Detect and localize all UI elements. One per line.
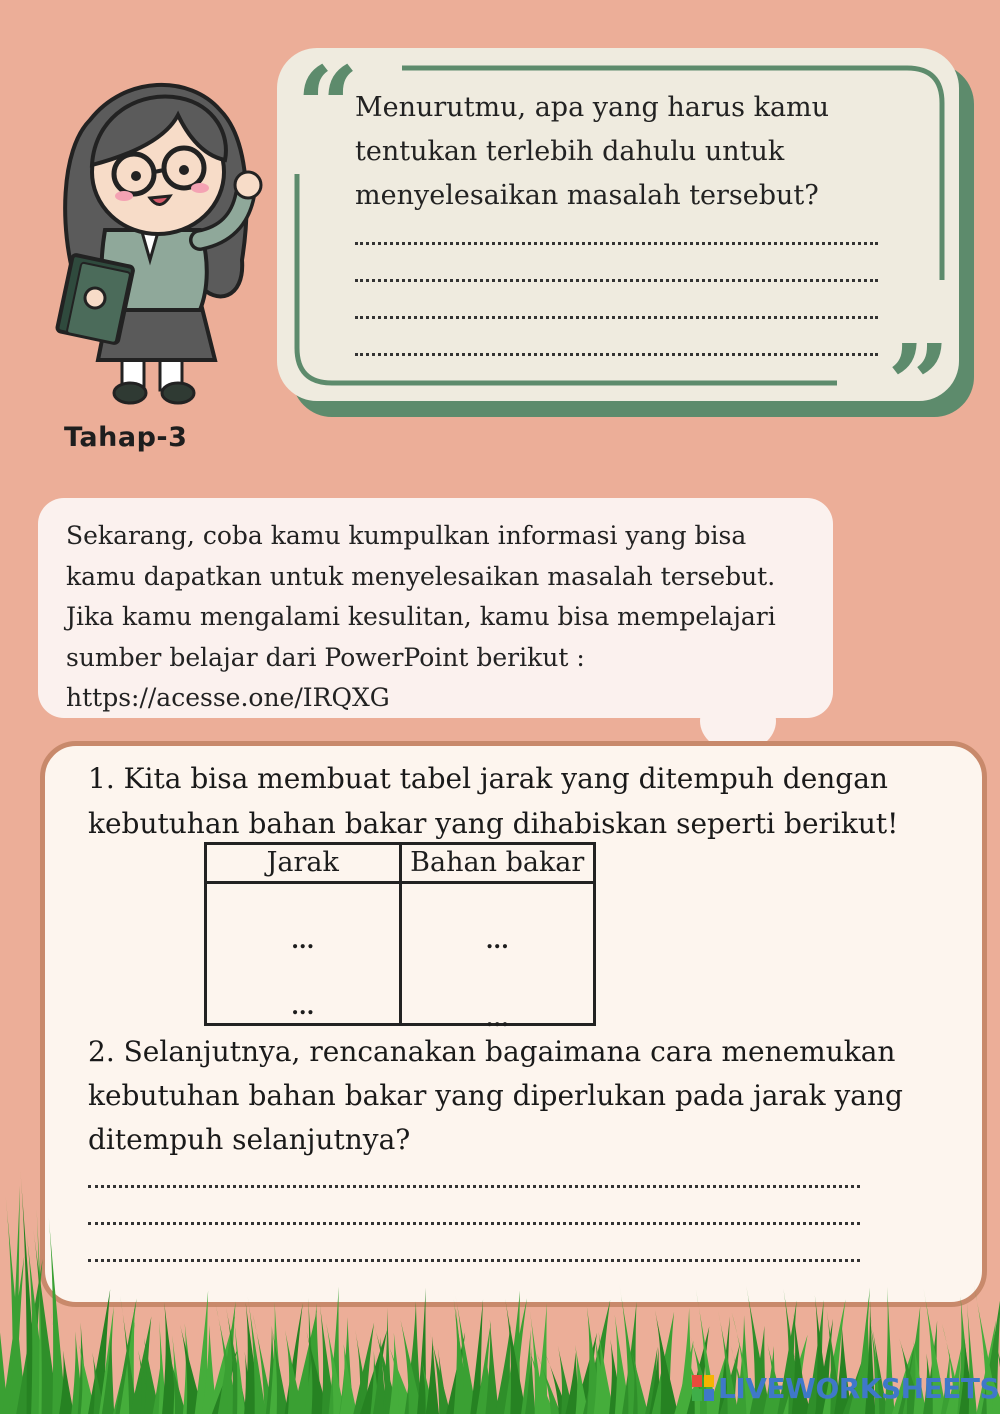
answer-line[interactable] <box>355 214 878 251</box>
table-header-distance: Jarak <box>206 844 401 883</box>
watermark-text: LIVEWORKSHEETS <box>718 1372 1000 1405</box>
distance-value-1[interactable]: ... <box>291 928 315 954</box>
task-1-text: 1. Kita bisa membuat tabel jarak yang ditempuh dengan kebutuhan bahan bakar yang dihabiskan seperti berikut! <box>88 762 899 840</box>
instruction-text <box>66 516 806 719</box>
distance-fuel-table <box>204 842 596 1032</box>
close-quote-icon: ” <box>887 320 951 449</box>
answer-line[interactable] <box>355 251 878 288</box>
liveworksheets-logo-icon <box>692 1375 714 1401</box>
table-header-fuel: Bahan bakar <box>400 844 595 883</box>
grass-blade <box>485 1319 498 1414</box>
teacher-character-illustration <box>50 60 270 405</box>
open-quote-icon: “ <box>296 42 360 171</box>
answer-line[interactable] <box>355 325 878 362</box>
grass-blade <box>426 1336 439 1414</box>
instruction-body: Sekarang, coba kamu kumpulkan informasi yang bisa kamu dapatkan untuk menyelesaikan masalah tersebut. Jika kamu mengalami kesulitan, kamu bisa mempelajari sumber belajar dari PowerPoint berikut : <box>66 521 776 672</box>
fuel-value-2[interactable]: ... <box>485 1006 509 1032</box>
fuel-value-1[interactable]: ... <box>485 928 509 954</box>
resource-link[interactable]: https://acesse.one/IRQXG <box>66 683 390 712</box>
task-2-text: 2. Selanjutnya, rencanakan bagaimana cara menemukan kebutuhan bahan bakar yang diperlukan pada jarak yang ditempuh selanjutnya? <box>88 1035 903 1156</box>
answer-line[interactable] <box>355 288 878 325</box>
liveworksheets-watermark <box>692 1372 999 1405</box>
table-cell-fuel[interactable] <box>400 883 595 1032</box>
question-text: Menurutmu, apa yang harus kamu tentukan terlebih dahulu untuk menyelesaikan masalah tersebut? <box>355 92 830 211</box>
distance-value-2[interactable]: ... <box>291 994 315 1020</box>
stage-label: Tahap-3 <box>64 422 188 453</box>
table-cell-distance[interactable] <box>206 883 401 1025</box>
question-answer-lines[interactable] <box>355 214 878 362</box>
